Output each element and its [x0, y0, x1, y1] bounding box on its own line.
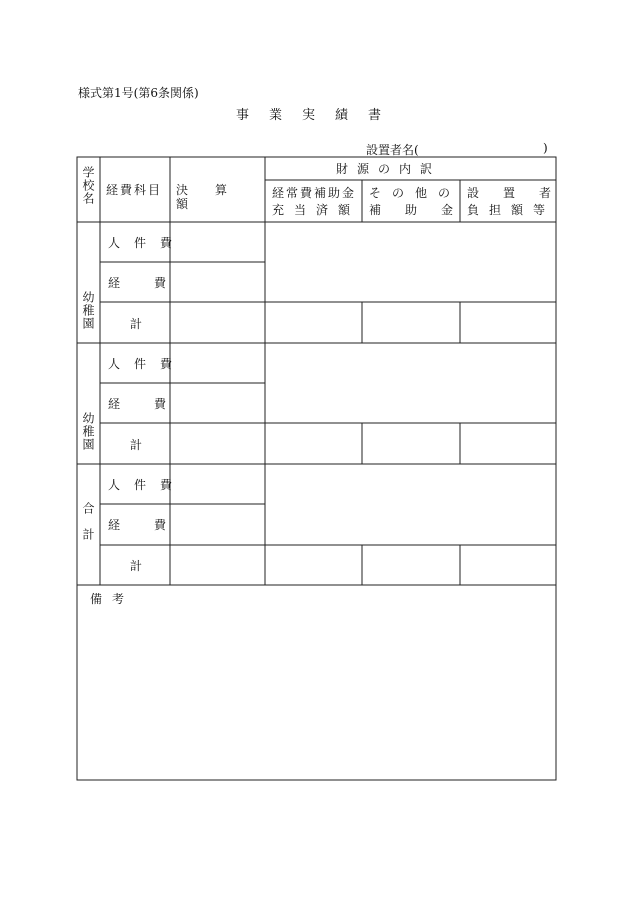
header-funding-breakdown: 財源の内訳 [336, 162, 442, 176]
form-number: 様式第1号(第6条関係) [78, 86, 199, 100]
row-personnel-cost: 人件費 [108, 478, 187, 492]
header-other-line1: その他の [369, 186, 462, 200]
header-settlement [176, 183, 260, 211]
header-setter-line2: 負担額等 [467, 203, 556, 217]
remarks-label: 備考 [90, 592, 135, 606]
row-subtotal: 計 [130, 559, 143, 573]
document-title: 事業実績書 [236, 108, 402, 123]
header-expense-item: 経費科目 [106, 183, 163, 197]
section-school-name: 幼稚園 [81, 412, 95, 451]
row-expenses: 経費 [108, 397, 201, 411]
row-expenses: 経費 [108, 276, 201, 290]
row-expenses: 経費 [108, 518, 201, 532]
section-school-name: 幼稚園 [81, 291, 95, 330]
setter-name-close: ) [543, 141, 548, 155]
remarks-area[interactable] [78, 608, 555, 778]
header-subsidy-line2: 充当済額 [272, 203, 361, 217]
row-personnel-cost: 人件費 [108, 236, 187, 250]
section-total-label: 合計 [81, 502, 95, 554]
row-subtotal: 計 [130, 317, 143, 331]
setter-name-label: 設置者名( [366, 143, 419, 157]
header-school-name: 学校名 [81, 166, 95, 205]
header-other-line2: 補助金 [369, 203, 478, 217]
row-subtotal: 計 [130, 438, 143, 452]
row-personnel-cost: 人件費 [108, 357, 187, 371]
header-settlement-text: 決算額 [176, 183, 255, 211]
header-setter-line1: 設置者 [467, 186, 576, 200]
header-subsidy-line1: 経常費補助金 [272, 186, 357, 200]
